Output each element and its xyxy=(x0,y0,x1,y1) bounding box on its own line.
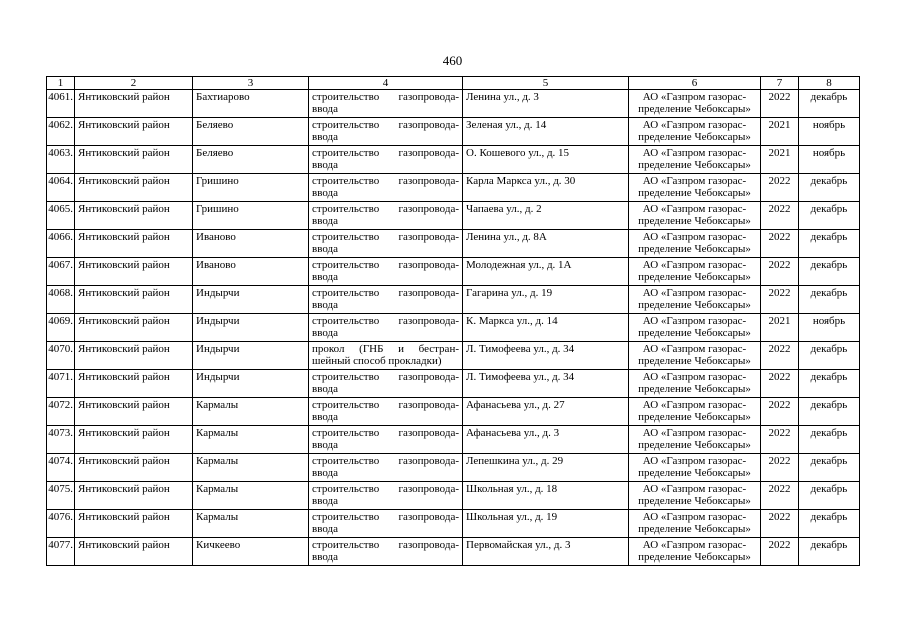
organization-line: АО «Газпром газорас- xyxy=(642,539,747,551)
organization-line: АО «Газпром газорас- xyxy=(642,511,747,523)
organization-cell xyxy=(629,118,761,146)
organization-line: пределение Чебоксары» xyxy=(638,439,751,451)
year-cell: 2022 xyxy=(761,482,799,510)
organization-line: АО «Газпром газорас- xyxy=(642,483,747,495)
organization-line: АО «Газпром газорас- xyxy=(642,399,747,411)
month-cell: декабрь xyxy=(799,258,860,286)
district-cell: Янтиковский район xyxy=(75,230,193,258)
organization-cell xyxy=(629,538,761,566)
organization-cell xyxy=(629,286,761,314)
row-number: 4065. xyxy=(47,202,75,230)
organization-cell xyxy=(629,146,761,174)
settlement-cell: Бахтиарово xyxy=(193,90,309,118)
work-type-line: ввода xyxy=(312,551,338,563)
settlement-cell: Индырчи xyxy=(193,314,309,342)
district-cell: Янтиковский район xyxy=(75,510,193,538)
work-type-line: ввода xyxy=(312,271,338,283)
column-number: 7 xyxy=(761,77,799,90)
organization-line: пределение Чебоксары» xyxy=(638,187,751,199)
work-type-cell xyxy=(309,426,463,454)
organization-line: пределение Чебоксары» xyxy=(638,495,751,507)
address-cell: Чапаева ул., д. 2 xyxy=(463,202,629,230)
column-number: 8 xyxy=(799,77,860,90)
row-number: 4067. xyxy=(47,258,75,286)
address-cell: Молодежная ул., д. 1А xyxy=(463,258,629,286)
settlement-cell: Гришино xyxy=(193,174,309,202)
work-type-cell xyxy=(309,482,463,510)
work-type-line: строительство газопровода- xyxy=(312,483,459,495)
organization-cell xyxy=(629,398,761,426)
month-cell: декабрь xyxy=(799,90,860,118)
work-type-cell xyxy=(309,118,463,146)
organization-line: пределение Чебоксары» xyxy=(638,243,751,255)
row-number: 4072. xyxy=(47,398,75,426)
organization-line: АО «Газпром газорас- xyxy=(642,119,747,131)
column-number: 5 xyxy=(463,77,629,90)
organization-line: пределение Чебоксары» xyxy=(638,551,751,563)
organization-line: пределение Чебоксары» xyxy=(638,299,751,311)
year-cell: 2022 xyxy=(761,538,799,566)
work-type-cell xyxy=(309,258,463,286)
table-row xyxy=(47,482,860,510)
year-cell: 2021 xyxy=(761,118,799,146)
work-type-cell xyxy=(309,230,463,258)
work-type-line: ввода xyxy=(312,383,338,395)
organization-line: пределение Чебоксары» xyxy=(638,383,751,395)
row-number: 4076. xyxy=(47,510,75,538)
organization-cell xyxy=(629,314,761,342)
organization-line: АО «Газпром газорас- xyxy=(642,91,747,103)
month-cell: декабрь xyxy=(799,426,860,454)
address-cell: Афанасьева ул., д. 27 xyxy=(463,398,629,426)
year-cell: 2022 xyxy=(761,202,799,230)
settlement-cell: Иваново xyxy=(193,258,309,286)
year-cell: 2022 xyxy=(761,454,799,482)
month-cell: декабрь xyxy=(799,174,860,202)
page-number: 460 xyxy=(442,53,463,68)
year-cell: 2021 xyxy=(761,146,799,174)
organization-line: АО «Газпром газорас- xyxy=(642,343,747,355)
work-type-line: строительство газопровода- xyxy=(312,175,459,187)
settlement-cell: Кармалы xyxy=(193,482,309,510)
settlement-cell: Кармалы xyxy=(193,454,309,482)
address-cell: Первомайская ул., д. 3 xyxy=(463,538,629,566)
work-type-cell xyxy=(309,342,463,370)
table-row xyxy=(47,538,860,566)
address-cell: Зеленая ул., д. 14 xyxy=(463,118,629,146)
organization-cell xyxy=(629,454,761,482)
settlement-cell: Индырчи xyxy=(193,342,309,370)
work-type-line: строительство газопровода- xyxy=(312,399,459,411)
column-number: 3 xyxy=(193,77,309,90)
year-cell: 2022 xyxy=(761,370,799,398)
year-cell: 2022 xyxy=(761,286,799,314)
table-row xyxy=(47,454,860,482)
organization-line: пределение Чебоксары» xyxy=(638,131,751,143)
organization-line: пределение Чебоксары» xyxy=(638,411,751,423)
row-number: 4068. xyxy=(47,286,75,314)
organization-line: пределение Чебоксары» xyxy=(638,327,751,339)
year-cell: 2022 xyxy=(761,230,799,258)
work-type-cell xyxy=(309,398,463,426)
month-cell: декабрь xyxy=(799,286,860,314)
district-cell: Янтиковский район xyxy=(75,538,193,566)
work-type-cell xyxy=(309,314,463,342)
table-row xyxy=(47,118,860,146)
work-type-line: шейный способ прокладки) xyxy=(312,355,442,367)
work-type-line: ввода xyxy=(312,327,338,339)
work-type-cell xyxy=(309,370,463,398)
month-cell: декабрь xyxy=(799,454,860,482)
organization-line: пределение Чебоксары» xyxy=(638,215,751,227)
year-cell: 2022 xyxy=(761,342,799,370)
settlement-cell: Беляево xyxy=(193,118,309,146)
work-type-line: ввода xyxy=(312,159,338,171)
settlement-cell: Индырчи xyxy=(193,286,309,314)
address-cell: О. Кошевого ул., д. 15 xyxy=(463,146,629,174)
table-row xyxy=(47,398,860,426)
work-type-line: строительство газопровода- xyxy=(312,203,459,215)
work-type-line: ввода xyxy=(312,495,338,507)
district-cell: Янтиковский район xyxy=(75,342,193,370)
row-number: 4066. xyxy=(47,230,75,258)
row-number: 4062. xyxy=(47,118,75,146)
district-cell: Янтиковский район xyxy=(75,370,193,398)
work-type-line: строительство газопровода- xyxy=(312,287,459,299)
district-cell: Янтиковский район xyxy=(75,314,193,342)
year-cell: 2022 xyxy=(761,398,799,426)
column-number: 4 xyxy=(309,77,463,90)
organization-line: пределение Чебоксары» xyxy=(638,159,751,171)
row-number: 4075. xyxy=(47,482,75,510)
work-type-line: строительство газопровода- xyxy=(312,231,459,243)
organization-cell xyxy=(629,202,761,230)
year-cell: 2022 xyxy=(761,90,799,118)
year-cell: 2021 xyxy=(761,314,799,342)
month-cell: декабрь xyxy=(799,342,860,370)
year-cell: 2022 xyxy=(761,174,799,202)
district-cell: Янтиковский район xyxy=(75,146,193,174)
work-type-line: ввода xyxy=(312,215,338,227)
address-cell: Афанасьева ул., д. 3 xyxy=(463,426,629,454)
table-row xyxy=(47,286,860,314)
work-type-cell xyxy=(309,454,463,482)
month-cell: ноябрь xyxy=(799,118,860,146)
work-type-line: строительство газопровода- xyxy=(312,427,459,439)
organization-cell xyxy=(629,342,761,370)
district-cell: Янтиковский район xyxy=(75,174,193,202)
work-type-line: строительство газопровода- xyxy=(312,455,459,467)
work-type-cell xyxy=(309,510,463,538)
table-row xyxy=(47,202,860,230)
year-cell: 2022 xyxy=(761,258,799,286)
work-type-line: прокол (ГНБ и бестран- xyxy=(312,343,459,355)
table-row xyxy=(47,230,860,258)
month-cell: ноябрь xyxy=(799,146,860,174)
address-cell: Лепешкина ул., д. 29 xyxy=(463,454,629,482)
work-type-line: строительство газопровода- xyxy=(312,511,459,523)
organization-cell xyxy=(629,370,761,398)
address-cell: Ленина ул., д. 8А xyxy=(463,230,629,258)
district-cell: Янтиковский район xyxy=(75,398,193,426)
organization-line: пределение Чебоксары» xyxy=(638,271,751,283)
month-cell: декабрь xyxy=(799,202,860,230)
organization-line: АО «Газпром газорас- xyxy=(642,175,747,187)
organization-line: пределение Чебоксары» xyxy=(638,523,751,535)
address-cell: Школьная ул., д. 19 xyxy=(463,510,629,538)
work-type-line: строительство газопровода- xyxy=(312,91,459,103)
row-number: 4074. xyxy=(47,454,75,482)
year-cell: 2022 xyxy=(761,510,799,538)
work-type-line: строительство газопровода- xyxy=(312,539,459,551)
work-type-line: строительство газопровода- xyxy=(312,147,459,159)
month-cell: декабрь xyxy=(799,230,860,258)
row-number: 4070. xyxy=(47,342,75,370)
work-type-line: строительство газопровода- xyxy=(312,259,459,271)
settlement-cell: Беляево xyxy=(193,146,309,174)
table-row xyxy=(47,426,860,454)
district-cell: Янтиковский район xyxy=(75,118,193,146)
work-type-cell xyxy=(309,146,463,174)
work-type-cell xyxy=(309,90,463,118)
table-row xyxy=(47,258,860,286)
work-type-line: ввода xyxy=(312,103,338,115)
organization-line: АО «Газпром газорас- xyxy=(642,455,747,467)
address-cell: К. Маркса ул., д. 14 xyxy=(463,314,629,342)
district-cell: Янтиковский район xyxy=(75,482,193,510)
work-type-line: ввода xyxy=(312,467,338,479)
table-row xyxy=(47,90,860,118)
address-cell: Ленина ул., д. 3 xyxy=(463,90,629,118)
registry-table-body xyxy=(47,77,860,566)
address-cell: Карла Маркса ул., д. 30 xyxy=(463,174,629,202)
organization-cell xyxy=(629,426,761,454)
settlement-cell: Кичкеево xyxy=(193,538,309,566)
table-row xyxy=(47,510,860,538)
row-number: 4073. xyxy=(47,426,75,454)
organization-cell xyxy=(629,230,761,258)
work-type-line: ввода xyxy=(312,131,338,143)
month-cell: декабрь xyxy=(799,538,860,566)
table-row xyxy=(47,314,860,342)
district-cell: Янтиковский район xyxy=(75,286,193,314)
table-row xyxy=(47,174,860,202)
work-type-line: строительство газопровода- xyxy=(312,119,459,131)
month-cell: декабрь xyxy=(799,482,860,510)
row-number: 4071. xyxy=(47,370,75,398)
organization-line: АО «Газпром газорас- xyxy=(642,371,747,383)
column-number: 6 xyxy=(629,77,761,90)
work-type-cell xyxy=(309,202,463,230)
work-type-line: ввода xyxy=(312,523,338,535)
organization-line: АО «Газпром газорас- xyxy=(642,203,747,215)
registry-table xyxy=(46,76,860,566)
address-cell: Гагарина ул., д. 19 xyxy=(463,286,629,314)
organization-line: АО «Газпром газорас- xyxy=(642,287,747,299)
settlement-cell: Иваново xyxy=(193,230,309,258)
settlement-cell: Кармалы xyxy=(193,398,309,426)
work-type-line: ввода xyxy=(312,411,338,423)
settlement-cell: Индырчи xyxy=(193,370,309,398)
settlement-cell: Гришино xyxy=(193,202,309,230)
organization-cell xyxy=(629,90,761,118)
district-cell: Янтиковский район xyxy=(75,90,193,118)
year-cell: 2022 xyxy=(761,426,799,454)
organization-line: пределение Чебоксары» xyxy=(638,103,751,115)
address-cell: Л. Тимофеева ул., д. 34 xyxy=(463,342,629,370)
row-number: 4063. xyxy=(47,146,75,174)
column-numbers-row xyxy=(47,77,860,90)
district-cell: Янтиковский район xyxy=(75,202,193,230)
work-type-line: ввода xyxy=(312,187,338,199)
row-number: 4061. xyxy=(47,90,75,118)
work-type-line: ввода xyxy=(312,299,338,311)
settlement-cell: Кармалы xyxy=(193,510,309,538)
row-number: 4064. xyxy=(47,174,75,202)
work-type-line: строительство газопровода- xyxy=(312,315,459,327)
table-row xyxy=(47,342,860,370)
column-number: 1 xyxy=(47,77,75,90)
organization-line: АО «Газпром газорас- xyxy=(642,259,747,271)
district-cell: Янтиковский район xyxy=(75,426,193,454)
organization-line: АО «Газпром газорас- xyxy=(642,427,747,439)
organization-cell xyxy=(629,258,761,286)
organization-cell xyxy=(629,174,761,202)
row-number: 4069. xyxy=(47,314,75,342)
column-number: 2 xyxy=(75,77,193,90)
work-type-line: ввода xyxy=(312,439,338,451)
organization-cell xyxy=(629,482,761,510)
work-type-cell xyxy=(309,174,463,202)
district-cell: Янтиковский район xyxy=(75,454,193,482)
month-cell: декабрь xyxy=(799,370,860,398)
organization-line: АО «Газпром газорас- xyxy=(642,315,747,327)
month-cell: ноябрь xyxy=(799,314,860,342)
organization-line: пределение Чебоксары» xyxy=(638,355,751,367)
settlement-cell: Кармалы xyxy=(193,426,309,454)
row-number: 4077. xyxy=(47,538,75,566)
organization-line: АО «Газпром газорас- xyxy=(642,231,747,243)
table-row xyxy=(47,146,860,174)
address-cell: Л. Тимофеева ул., д. 34 xyxy=(463,370,629,398)
work-type-line: ввода xyxy=(312,243,338,255)
district-cell: Янтиковский район xyxy=(75,258,193,286)
work-type-cell xyxy=(309,286,463,314)
month-cell: декабрь xyxy=(799,510,860,538)
table-row xyxy=(47,370,860,398)
organization-line: пределение Чебоксары» xyxy=(638,467,751,479)
month-cell: декабрь xyxy=(799,398,860,426)
work-type-cell xyxy=(309,538,463,566)
organization-line: АО «Газпром газорас- xyxy=(642,147,747,159)
work-type-line: строительство газопровода- xyxy=(312,371,459,383)
address-cell: Школьная ул., д. 18 xyxy=(463,482,629,510)
organization-cell xyxy=(629,510,761,538)
